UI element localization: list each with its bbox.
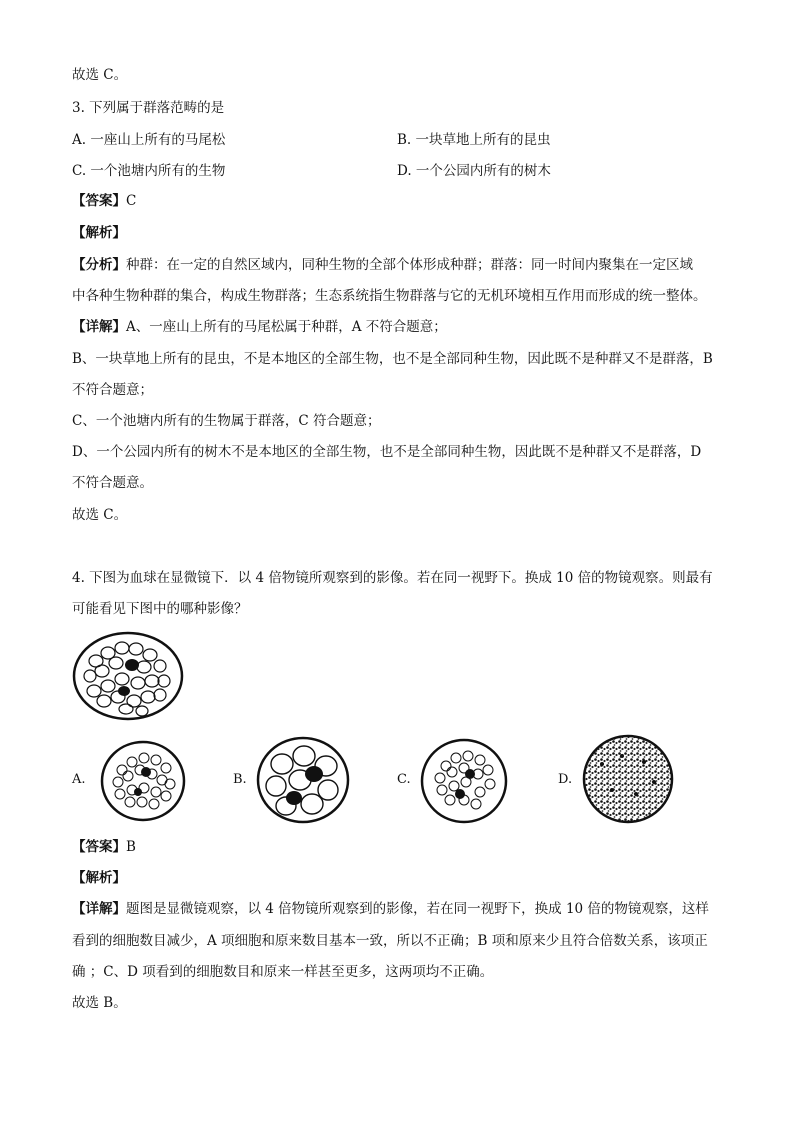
q2-conclusion: 故选 C。 [72,67,128,83]
q4-option-d-figure [582,734,674,824]
q3-option-a: A. 一座山上所有的马尾松 [72,132,226,148]
q3-xiangjie-b1: B、一块草地上所有的昆虫，不是本地区的全部生物，也不是全部同种生物，因此既不是种群又不是群落，B [72,351,713,367]
q3-answer: C [126,193,137,209]
q4-xiangjie-line2: 看到的细胞数目减少，A 项细胞和原来数目基本一致，所以不正确；B 项和原来少且符合倍数关系，该项正 [72,933,708,949]
q3-xiangjie-a: A、一座山上所有的马尾松属于种群，A 不符合题意； [126,319,447,335]
q3-stem: 3. 下列属于群落范畴的是 [72,100,225,116]
q4-option-b-figure [256,736,350,824]
q3-fenxi-text1: 种群：在一定的自然区域内，同种生物的全部个体形成种群；群落：同一时间内聚集在一定区域 [126,257,693,273]
q4-option-d-label: D. [558,772,573,787]
q4-option-b-label: B. [233,772,247,787]
q3-option-c: C. 一个池塘内所有的生物 [72,163,226,179]
q3-xiangjie-d1: D、一个公园内所有的树木不是本地区的全部生物，也不是全部同种生物，因此既不是种群又不是群落，D [72,444,702,460]
q4-conclusion: 故选 B。 [72,995,127,1011]
q4-option-a-label: A. [72,772,86,787]
q3-xiangjie-d2: 不符合题意。 [72,475,153,491]
q3-option-d: D. 一个公园内所有的树木 [397,163,551,179]
q3-answer-line [72,192,136,210]
q4-stem-line1: 4. 下图为血球在显微镜下．以 4 倍物镜所观察到的影像。若在同一视野下。换成 10 倍的物镜观察。则最有 [72,570,713,586]
q4-option-a-figure [100,740,186,822]
q3-xiangjie-c: C、一个池塘内所有的生物属于群落，C 符合题意； [72,413,381,429]
q3-xiangjie-line-a [72,318,447,336]
q4-answer-tag: 【答案】 [72,839,126,855]
original-microscope-view [72,631,184,721]
q3-xiangjie-b2: 不符合题意； [72,382,153,398]
q4-answer-line [72,838,136,856]
q3-conclusion: 故选 C。 [72,507,128,523]
q3-answer-tag: 【答案】 [72,193,126,209]
q4-xiangjie-text1: 题图是显微镜观察，以 4 倍物镜所观察到的影像，若在同一视野下，换成 10 倍的物镜观察，这样 [126,901,709,917]
q4-answer: B [126,839,136,855]
q4-option-c-label: C. [397,772,411,787]
q4-option-c-figure [420,738,508,824]
q3-fenxi-line1 [72,256,693,274]
q3-fenxi-tag: 【分析】 [72,257,126,273]
q3-xiangjie-tag: 【详解】 [72,319,126,335]
q3-fenxi-line2: 中各种生物种群的集合，构成生物群落；生态系统指生物群落与它的无机环境相互作用而形成的统一整体。 [72,288,707,304]
q3-analysis-tag: 【解析】 [72,225,126,241]
q4-xiangjie-tag: 【详解】 [72,901,126,917]
q4-xiangjie-line1 [72,900,709,918]
q4-analysis-tag: 【解析】 [72,870,126,886]
q3-option-b: B. 一块草地上所有的昆虫 [397,132,551,148]
q4-xiangjie-line3: 确 ；C、D 项看到的细胞数目和原来一样甚至更多，这两项均不正确。 [72,964,494,980]
q4-stem-line2: 可能看见下图中的哪种影像？ [72,601,248,617]
